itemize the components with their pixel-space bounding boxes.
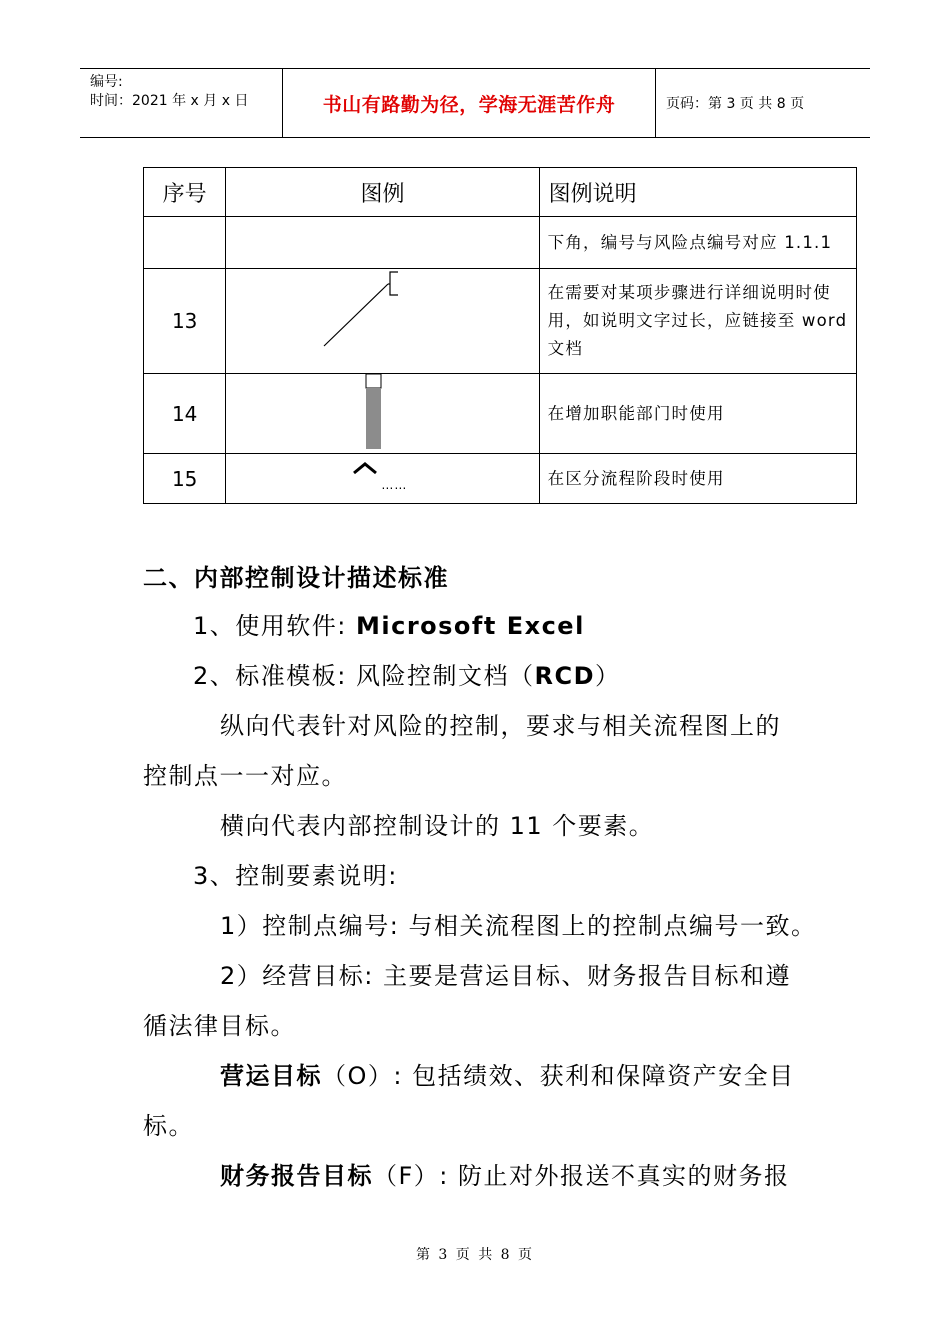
- row-seq: 14: [144, 374, 226, 454]
- header-figure: 图例: [226, 168, 539, 217]
- department-lane-icon: [226, 374, 538, 449]
- item-2-value: RCD: [534, 662, 595, 690]
- row-figure: [226, 269, 539, 374]
- operation-objective-text: （O）: 包括绩效、获利和保障资产安全目: [322, 1062, 795, 1090]
- header-page-info: 页码：第 3 页 共 8 页: [666, 96, 805, 112]
- header-number-label: 编号:: [90, 74, 123, 90]
- item-2-prefix: 2、标准模板: 风险控制文档（: [193, 662, 535, 690]
- legend-table: [143, 167, 857, 504]
- annotation-connector-icon: [226, 269, 538, 369]
- sub-item-2-line-2: 循法律目标。: [143, 1012, 296, 1040]
- table-row: [144, 217, 857, 269]
- header-description: 图例说明: [539, 168, 856, 217]
- financial-objective-text: （F）: 防止对外报送不真实的财务报: [373, 1162, 790, 1190]
- header-meta: [90, 73, 248, 111]
- table-row: [144, 454, 857, 504]
- item-1-value: Microsoft Excel: [355, 612, 585, 640]
- row-description: 在增加职能部门时使用: [539, 374, 856, 454]
- paragraph-1-line-2: 控制点一一对应。: [143, 762, 347, 790]
- header-seq: 序号: [144, 168, 226, 217]
- row-seq: 15: [144, 454, 226, 504]
- header-divider: [655, 69, 656, 137]
- financial-objective-label: 财务报告目标: [220, 1162, 373, 1190]
- row-description: 在需要对某项步骤进行详细说明时使用，如说明文字过长，应链接至 word 文档: [539, 269, 856, 374]
- table-header-row: [144, 168, 857, 217]
- header-date-label: 时间：2021 年 x 月 x 日: [90, 93, 249, 109]
- item-1-prefix: 1、使用软件:: [193, 612, 356, 640]
- page-header: [80, 68, 870, 138]
- sub-item-2-line-1: 2）经营目标: 主要是营运目标、财务报告目标和遵: [220, 962, 791, 990]
- row-figure: [226, 217, 539, 269]
- operation-objective-line-1: [220, 1056, 795, 1091]
- row-figure: [226, 454, 539, 504]
- operation-objective-label: 营运目标: [220, 1062, 322, 1090]
- paragraph-1-line-1: 纵向代表针对风险的控制，要求与相关流程图上的: [220, 712, 781, 740]
- header-motto: 书山有路勤为径，学海无涯苦作舟: [322, 93, 616, 116]
- row-description: 在区分流程阶段时使用: [539, 454, 856, 504]
- stage-dots: ……: [381, 478, 408, 492]
- item-2-suffix: ）: [595, 662, 621, 690]
- paragraph-2: 横向代表内部控制设计的 11 个要素。: [220, 812, 655, 840]
- financial-objective-line: [220, 1156, 790, 1191]
- section-title: 二、内部控制设计描述标准: [143, 564, 449, 592]
- item-1: [193, 606, 585, 641]
- sub-item-1: 1）控制点编号: 与相关流程图上的控制点编号一致。: [220, 912, 817, 940]
- table-row: [144, 374, 857, 454]
- row-seq: 13: [144, 269, 226, 374]
- row-description: 下角，编号与风险点编号对应 1.1.1: [539, 217, 856, 269]
- item-2: [193, 656, 621, 691]
- row-figure: [226, 374, 539, 454]
- page-footer: 第 3 页 共 8 页: [415, 1247, 535, 1263]
- row-seq: [144, 217, 226, 269]
- operation-objective-line-2: 标。: [143, 1112, 194, 1140]
- item-3: 3、控制要素说明:: [193, 862, 398, 890]
- table-row: [144, 269, 857, 374]
